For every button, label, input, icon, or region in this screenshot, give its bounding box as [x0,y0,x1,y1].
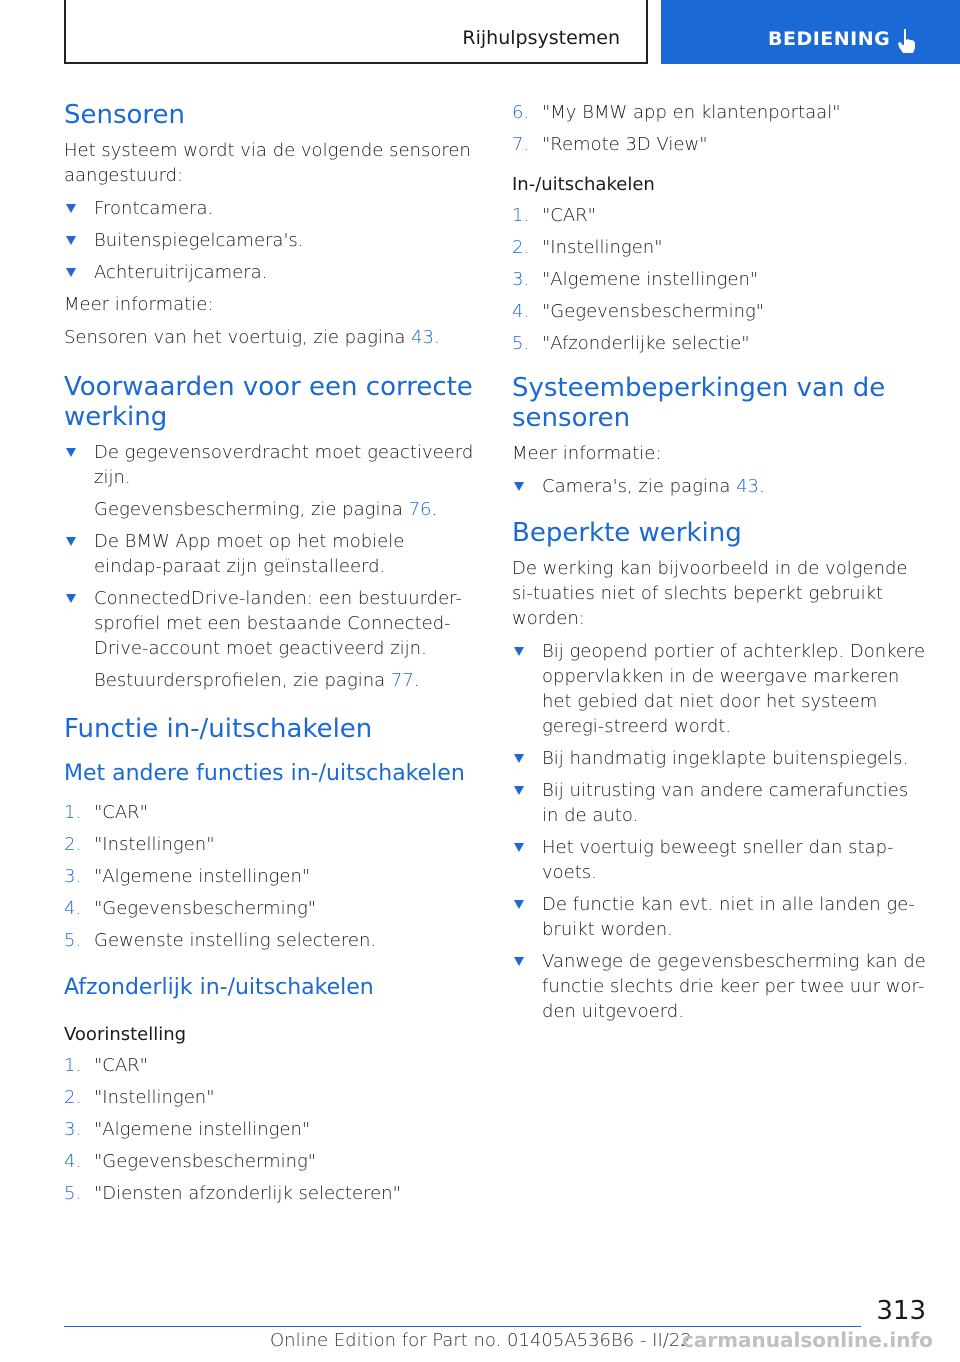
list-item: 1. "CAR" [512,205,596,226]
list-item: 6. "My BMW app en klantenportaal" [512,102,841,123]
heading-voorinstelling: Voorinstelling [64,1024,187,1045]
list-item: 5. "Afzonderlijke selectie" [512,333,750,354]
list-item: 2. "Instellingen" [512,237,663,258]
page-link[interactable]: 43 [736,476,759,497]
sensoren-more-info: Meer informatie: [64,294,214,315]
heading-functie: Functie in-/uitschakelen [64,714,373,744]
list-item: 5. Gewenste instelling selecteren. [64,930,377,951]
steps-list [64,800,476,953]
list-item: 2. "Instellingen" [64,834,215,855]
list-item: 3. "Algemene instellingen" [512,269,759,290]
list-item: 3. "Algemene instellingen" [64,1119,311,1140]
list-item: Frontcamera. [64,196,476,221]
header-section-box [64,0,648,64]
heading-systeembeperkingen: Systeembeperkingen van de sensoren [512,373,886,433]
list-item: 4. "Gegevensbescherming" [512,301,765,322]
heading-met-andere-functies: Met andere functies in-/uitschakelen [64,761,465,786]
triangle-bullet-icon [514,754,524,763]
triangle-bullet-icon [514,482,524,491]
list-item: 1. "CAR" [64,802,148,823]
heading-voorwaarden: Voorwaarden voor een correcte werking [64,372,473,432]
voorwaarden-list [64,440,476,693]
pointing-hand-icon [897,28,917,54]
triangle-bullet-icon [66,204,76,213]
triangle-bullet-icon [514,843,524,852]
list-item: Vanwege de gegevensbescherming kan de functie slechts drie keer per twee uur wor-den uitgevoerd. [512,949,926,1024]
list-item: 1. "CAR" [64,1055,148,1076]
page-link[interactable]: 76 [408,499,432,520]
footer-divider [64,1326,861,1327]
heading-sensoren: Sensoren [64,100,186,130]
heading-in-uitschakelen: In-/uitschakelen [512,174,655,195]
list-item: De BMW App moet op het mobiele eindap-paraat zijn geïnstalleerd. [64,529,476,579]
sensoren-list [64,196,476,285]
left-column [64,100,476,1213]
triangle-bullet-icon [514,957,524,966]
page-link[interactable]: 77 [390,670,414,691]
triangle-bullet-icon [66,594,76,603]
list-item: Bij uitrusting van andere camerafuncties in de auto. [512,778,926,828]
triangle-bullet-icon [514,900,524,909]
sensoren-intro: Het systeem wordt via de volgende sensoren aangestuurd: [64,140,471,186]
list-item: 7. "Remote 3D View" [512,134,708,155]
beperkingen-list [512,474,926,499]
sensoren-reference: Sensoren van het voertuig, zie pagina 43. [64,327,440,348]
triangle-bullet-icon [514,647,524,656]
beperkte-list [512,639,926,1024]
steps-list [512,203,926,356]
right-column [512,100,926,1031]
list-item: ConnectedDrive-landen: een bestuurder-sprofiel met een bestaande Connected-Drive-account moet geactiveerd zijn. Bestuurdersprofielen, zie pagina 77. [64,586,476,693]
list-item: 4. "Gegevensbescherming" [64,1151,317,1172]
list-item: Bij geopend portier of achterklep. Donkere oppervlakken in de weergave markeren het gebied dat niet door het systeem geregi-streerd wordt. [512,639,926,739]
triangle-bullet-icon [514,786,524,795]
list-item: Buitenspiegelcamera's. [64,228,476,253]
watermark: carmanualsonline.info [682,1328,933,1352]
triangle-bullet-icon [66,236,76,245]
beperkte-intro: De werking kan bijvoorbeeld in de volgende si-tuaties niet of slechts beperkt gebruikt worden: [512,558,908,629]
section-title: Rijhulpsystemen [462,27,620,49]
list-item: 3. "Algemene instellingen" [64,866,311,887]
list-item: Bij handmatig ingeklapte buitenspiegels. [512,746,926,771]
heading-afzonderlijk: Afzonderlijk in-/uitschakelen [64,975,374,1000]
list-item: De functie kan evt. niet in alle landen ge-bruikt worden. [512,892,926,942]
chapter-label: BEDIENING [768,28,891,50]
page-link[interactable]: 43 [411,327,435,348]
page-number: 313 [876,1296,926,1326]
steps-list [64,1053,476,1206]
list-item: 5. "Diensten afzonderlijk selecteren" [64,1183,401,1204]
triangle-bullet-icon [66,268,76,277]
list-item: Camera's, zie pagina 43. [512,474,926,499]
steps-list [512,100,926,157]
edition-text: Online Edition for Part no. 01405A536B6 - II/22 [270,1330,692,1351]
list-item: 2. "Instellingen" [64,1087,215,1108]
beperkingen-more-info: Meer informatie: [512,443,662,464]
triangle-bullet-icon [66,537,76,546]
list-item: Het voertuig beweegt sneller dan stap-voets. [512,835,926,885]
heading-beperkte-werking: Beperkte werking [512,518,742,548]
triangle-bullet-icon [66,448,76,457]
chapter-tab[interactable] [661,0,960,64]
list-item: 4. "Gegevensbescherming" [64,898,317,919]
list-item: De gegevensoverdracht moet geactiveerd zijn. Gegevensbescherming, zie pagina 76. [64,440,476,522]
list-item: Achteruitrijcamera. [64,260,476,285]
